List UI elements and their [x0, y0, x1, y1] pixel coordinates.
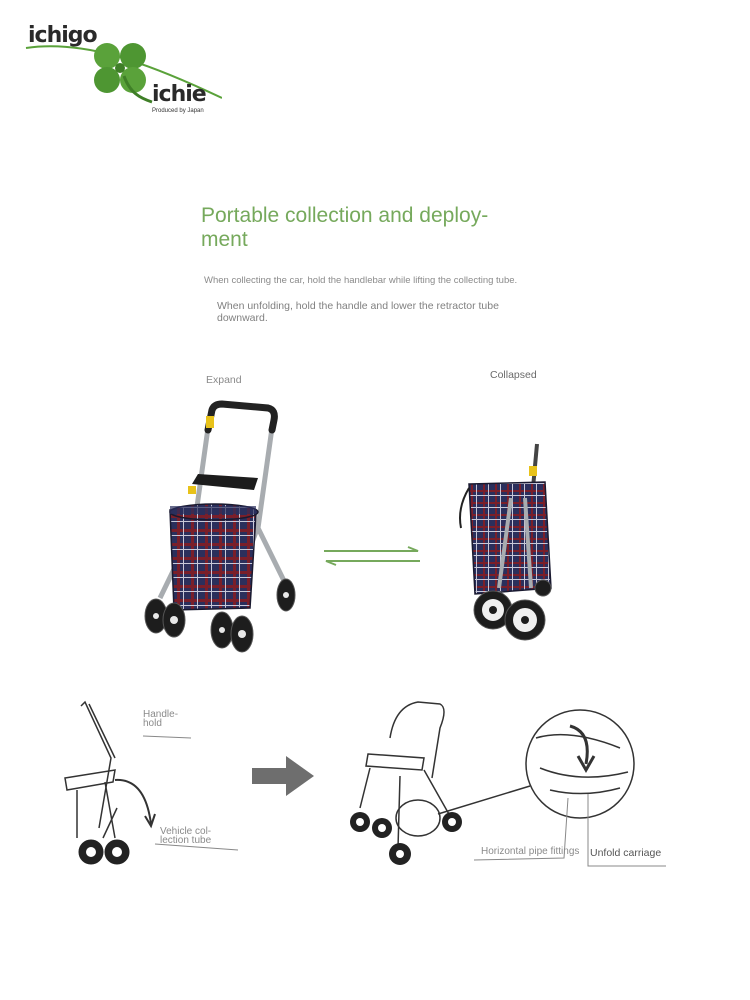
- collection-tube-label: Vehicle col- lection tube: [160, 826, 212, 846]
- expand-label: Expand: [206, 374, 242, 386]
- collapsed-label: Collapsed: [490, 369, 537, 381]
- brand-logo: [22, 20, 222, 120]
- logo-word-ichie: ichie: [152, 82, 206, 107]
- handle-hold-label: Handle- hold: [143, 709, 179, 729]
- logo-word-ichigo: ichigo: [28, 23, 97, 48]
- swap-arrows-icon: [320, 545, 425, 567]
- section-title: Portable collection and deploy- ment: [201, 204, 489, 251]
- expanded-cart-image: [130, 398, 310, 663]
- unfold-description: When unfolding, hold the handle and lower the retractor tube downward.: [217, 300, 499, 324]
- unfold-carriage-label: Unfold carriage: [590, 847, 662, 859]
- collect-description: When collecting the car, hold the handlebar while lifting the collecting tube.: [204, 275, 518, 286]
- right-arrow-icon: [250, 752, 316, 800]
- pipe-fittings-label: Horizontal pipe fittings: [481, 846, 580, 857]
- collapsed-cart-image: [455, 438, 565, 648]
- logo-tagline: Produced by Japan: [152, 108, 204, 114]
